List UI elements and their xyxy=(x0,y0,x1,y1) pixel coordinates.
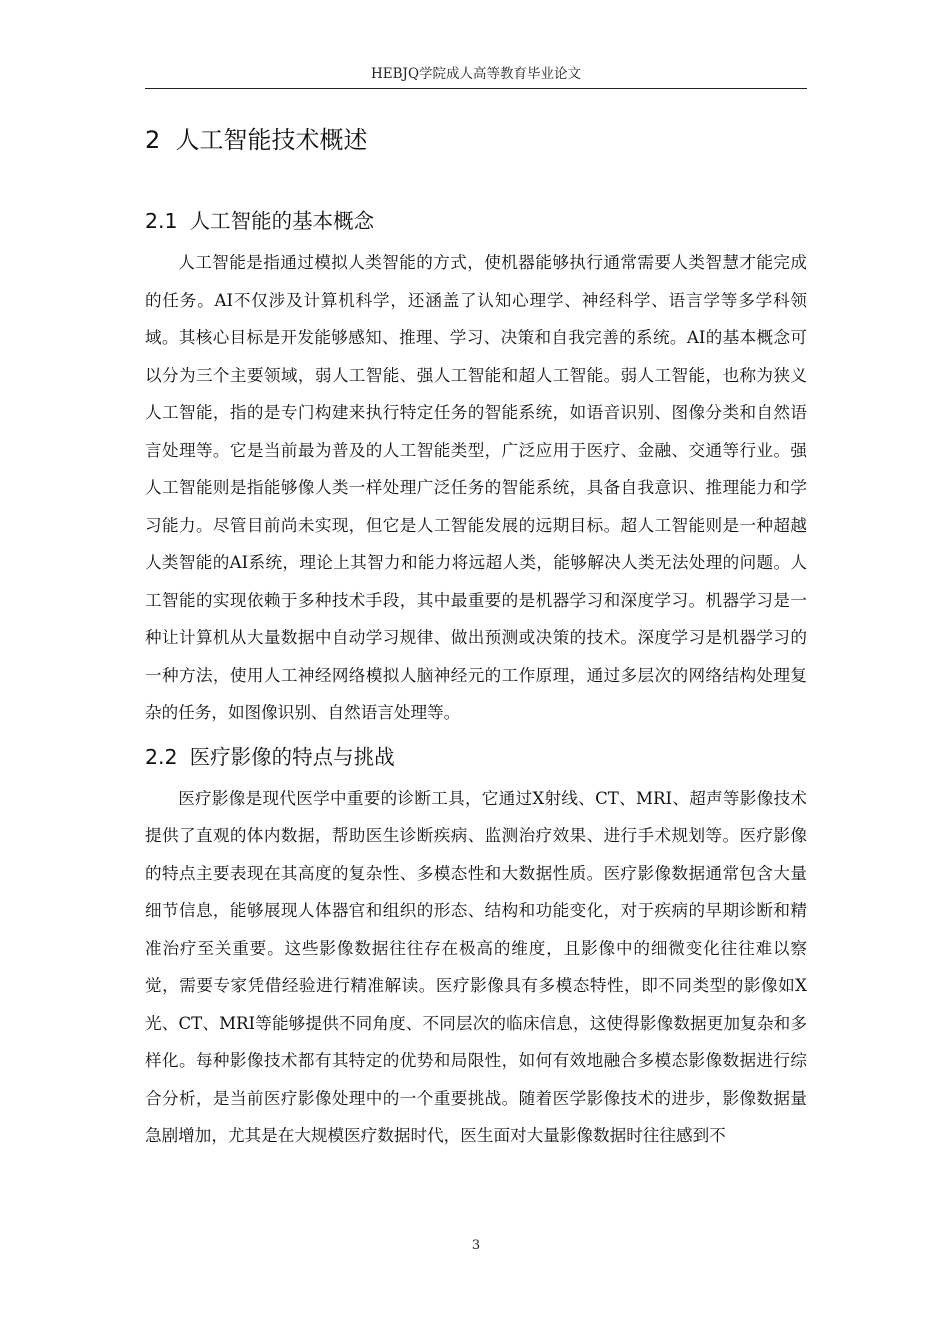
section-heading-2-1 xyxy=(145,204,807,238)
section-paragraph-2-2: 医疗影像是现代医学中重要的诊断工具，它通过X射线、CT、MRI、超声等影像技术提供了直观的体内数据，帮助医生诊断疾病、监测治疗效果、进行手术规划等。医疗影像的特点主要表现在其高度的复杂性、多模态性和大数据性质。医疗影像数据通常包含大量细节信息，能够展现人体器官和组织的形态、结构和功能变化，对于疾病的早期诊断和精准治疗至关重要。这些影像数据往往存在极高的维度，且影像中的细微变化往往难以察觉，需要专家凭借经验进行精准解读。医疗影像具有多模态特性，即不同类型的影像如X光、CT、MRI等能够提供不同角度、不同层次的临床信息，这使得影像数据更加复杂和多样化。每种影像技术都有其特定的优势和局限性，如何有效地融合多模态影像数据进行综合分析，是当前医疗影像处理中的一个重要挑战。随着医学影像技术的进步，影像数据量急剧增加，尤其是在大规模医疗数据时代，医生面对大量影像数据时往往感到不 xyxy=(145,788,807,1145)
page-body xyxy=(145,120,807,1163)
header-divider xyxy=(145,88,807,89)
chapter-title: 人工智能技术概述 xyxy=(175,126,368,154)
section-number: 2.1 xyxy=(145,209,178,233)
page-number: 3 xyxy=(471,1238,481,1253)
page-footer xyxy=(145,1238,807,1253)
page-header xyxy=(145,62,807,88)
section-number: 2.2 xyxy=(145,744,178,769)
section-heading-2-2 xyxy=(145,740,807,774)
chapter-number: 2 xyxy=(145,126,161,154)
chapter-heading xyxy=(145,120,807,160)
section-paragraph-2-1: 人工智能是指通过模拟人类智能的方式，使机器能够执行通常需要人类智慧才能完成的任务。AI不仅涉及计算机科学，还涵盖了认知心理学、神经科学、语言学等多学科领域。其核心目标是开发能够感知、推理、学习、决策和自我完善的系统。AI的基本概念可以分为三个主要领域，弱人工智能、强人工智能和超人工智能。弱人工智能，也称为狭义人工智能，指的是专门构建来执行特定任务的智能系统，如语音识别、图像分类和自然语言处理等。它是当前最为普及的人工智能类型，广泛应用于医疗、金融、交通等行业。强人工智能则是指能够像人类一样处理广泛任务的智能系统，具备自我意识、推理能力和学习能力。尽管目前尚未实现，但它是人工智能发展的远期目标。超人工智能则是一种超越人类智能的AI系统，理论上其智力和能力将远超人类，能够解决人类无法处理的问题。人工智能的实现依赖于多种技术手段，其中最重要的是机器学习和深度学习。机器学习是一种让计算机从大量数据中自动学习规律、做出预测或决策的技术。深度学习是机器学习的一种方法，使用人工神经网络模拟人脑神经元的工作原理，通过多层次的网络结构处理复杂的任务，如图像识别、自然语言处理等。 xyxy=(145,253,807,722)
section-title: 人工智能的基本概念 xyxy=(189,209,375,233)
section-title: 医疗影像的特点与挑战 xyxy=(189,744,395,769)
header-title: HEBJQ学院成人高等教育毕业论文 xyxy=(370,66,582,82)
